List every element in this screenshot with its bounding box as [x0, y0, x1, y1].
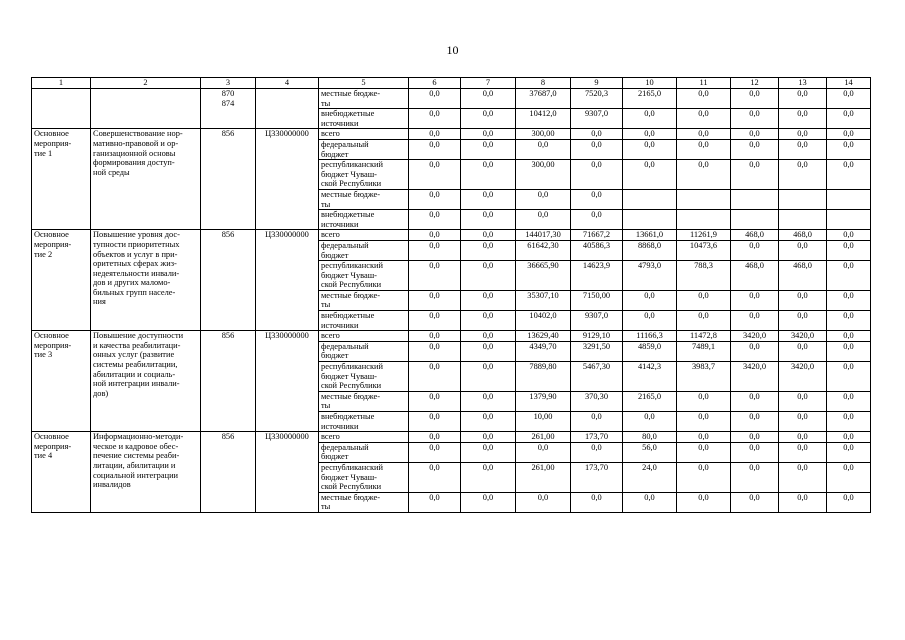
value-cell: 0,0	[461, 492, 516, 512]
value-cell: 0,0	[461, 311, 516, 331]
value-cell: 0,0	[677, 492, 731, 512]
kcsr-code-cell: Ц330000000	[256, 331, 319, 432]
value-cell: 0,0	[677, 89, 731, 109]
value-cell: 71667,2	[571, 230, 623, 241]
value-cell: 10412,0	[516, 109, 571, 129]
column-header: 14	[827, 78, 871, 89]
value-cell: 0,0	[623, 412, 677, 432]
value-cell: 0,0	[731, 341, 779, 361]
value-cell: 0,0	[779, 412, 827, 432]
value-cell	[779, 210, 827, 230]
value-cell: 0,0	[409, 362, 461, 392]
funding-source-cell: федеральный бюджет	[319, 442, 409, 462]
kcsr-code-cell: Ц330000000	[256, 230, 319, 331]
value-cell: 0,0	[461, 462, 516, 492]
value-cell: 0,0	[623, 109, 677, 129]
value-cell: 0,0	[571, 129, 623, 140]
value-cell: 0,0	[779, 89, 827, 109]
value-cell: 0,0	[461, 261, 516, 291]
value-cell: 0,0	[623, 160, 677, 190]
value-cell: 0,0	[461, 160, 516, 190]
value-cell: 0,0	[409, 311, 461, 331]
column-header: 1	[32, 78, 91, 89]
value-cell: 0,0	[571, 412, 623, 432]
value-cell: 0,0	[677, 109, 731, 129]
budget-table	[31, 77, 871, 513]
value-cell: 0,0	[571, 492, 623, 512]
value-cell: 0,0	[461, 109, 516, 129]
value-cell: 0,0	[827, 492, 871, 512]
value-cell: 0,0	[827, 240, 871, 260]
value-cell: 11261,9	[677, 230, 731, 241]
value-cell: 0,0	[731, 432, 779, 443]
value-cell: 0,0	[409, 160, 461, 190]
value-cell: 0,0	[409, 290, 461, 310]
value-cell: 0,0	[623, 129, 677, 140]
funding-source-cell: местные бюдже- ты	[319, 189, 409, 209]
page-number: 10	[446, 43, 459, 57]
value-cell: 0,0	[731, 109, 779, 129]
value-cell: 788,3	[677, 261, 731, 291]
funding-source-cell: республиканский бюджет Чуваш- ской Республики	[319, 160, 409, 190]
value-cell: 24,0	[623, 462, 677, 492]
value-cell	[677, 189, 731, 209]
column-header: 8	[516, 78, 571, 89]
value-cell: 10473,6	[677, 240, 731, 260]
value-cell: 0,0	[409, 230, 461, 241]
table-row	[32, 230, 871, 241]
value-cell: 2165,0	[623, 89, 677, 109]
value-cell: 0,0	[779, 311, 827, 331]
value-cell: 0,0	[677, 311, 731, 331]
value-cell: 0,0	[677, 412, 731, 432]
funding-source-cell: всего	[319, 432, 409, 443]
value-cell: 0,0	[779, 129, 827, 140]
value-cell: 0,0	[461, 412, 516, 432]
value-cell: 13629,40	[516, 331, 571, 342]
value-cell: 8868,0	[623, 240, 677, 260]
value-cell: 10402,0	[516, 311, 571, 331]
value-cell: 0,0	[827, 432, 871, 443]
value-cell: 0,0	[461, 210, 516, 230]
value-cell: 13661,0	[623, 230, 677, 241]
value-cell: 0,0	[827, 261, 871, 291]
value-cell: 0,0	[731, 442, 779, 462]
value-cell: 0,0	[571, 189, 623, 209]
value-cell: 0,0	[827, 109, 871, 129]
table-body	[32, 89, 871, 513]
kcsr-code-cell	[256, 89, 319, 129]
value-cell: 40586,3	[571, 240, 623, 260]
funding-source-cell: федеральный бюджет	[319, 139, 409, 159]
value-cell: 7489,1	[677, 341, 731, 361]
value-cell: 0,0	[677, 462, 731, 492]
kcsr-code-cell: Ц330000000	[256, 432, 319, 513]
funding-source-cell: всего	[319, 230, 409, 241]
column-header: 10	[623, 78, 677, 89]
value-cell: 11472,8	[677, 331, 731, 342]
column-header: 4	[256, 78, 319, 89]
funding-source-cell: внебюджетные источники	[319, 109, 409, 129]
value-cell: 0,0	[461, 139, 516, 159]
measure-name-cell: Основное мероприя- тие 4	[32, 432, 91, 513]
value-cell: 300,00	[516, 160, 571, 190]
funding-source-cell: республиканский бюджет Чуваш- ской Республики	[319, 261, 409, 291]
column-number-row	[32, 78, 871, 89]
measure-name-cell: Основное мероприя- тие 3	[32, 331, 91, 432]
value-cell: 0,0	[461, 432, 516, 443]
value-cell: 14623,9	[571, 261, 623, 291]
value-cell: 3420,0	[779, 362, 827, 392]
value-cell: 0,0	[623, 139, 677, 159]
table-row	[32, 129, 871, 140]
column-header: 7	[461, 78, 516, 89]
value-cell: 0,0	[827, 362, 871, 392]
value-cell: 0,0	[516, 210, 571, 230]
value-cell: 0,0	[409, 492, 461, 512]
value-cell: 0,0	[779, 160, 827, 190]
value-cell: 80,0	[623, 432, 677, 443]
value-cell: 0,0	[731, 139, 779, 159]
value-cell: 0,0	[827, 290, 871, 310]
value-cell: 3291,50	[571, 341, 623, 361]
value-cell: 0,0	[409, 139, 461, 159]
value-cell: 0,0	[827, 462, 871, 492]
value-cell: 0,0	[409, 412, 461, 432]
grbs-code-cell: 856	[201, 331, 256, 432]
grbs-code-cell: 856	[201, 230, 256, 331]
value-cell: 0,0	[779, 442, 827, 462]
value-cell: 0,0	[409, 240, 461, 260]
value-cell: 0,0	[409, 432, 461, 443]
value-cell: 0,0	[779, 462, 827, 492]
value-cell: 0,0	[409, 189, 461, 209]
value-cell: 0,0	[461, 290, 516, 310]
value-cell: 468,0	[779, 261, 827, 291]
value-cell: 0,0	[409, 261, 461, 291]
value-cell: 0,0	[623, 492, 677, 512]
value-cell: 0,0	[516, 189, 571, 209]
value-cell: 0,0	[731, 311, 779, 331]
value-cell: 0,0	[461, 189, 516, 209]
value-cell: 1379,90	[516, 391, 571, 411]
value-cell: 261,00	[516, 432, 571, 443]
value-cell: 0,0	[409, 341, 461, 361]
value-cell: 3420,0	[731, 362, 779, 392]
value-cell: 261,00	[516, 462, 571, 492]
value-cell: 0,0	[677, 160, 731, 190]
measure-desc-cell: Совершенствование нор- мативно-правовой и ор- ганизационной основы формирования доступ- ной среды	[91, 129, 201, 230]
value-cell: 4142,3	[623, 362, 677, 392]
value-cell: 9307,0	[571, 109, 623, 129]
column-header: 3	[201, 78, 256, 89]
value-cell: 0,0	[461, 442, 516, 462]
value-cell: 0,0	[677, 391, 731, 411]
value-cell: 36665,90	[516, 261, 571, 291]
measure-desc-cell	[91, 89, 201, 129]
value-cell: 0,0	[731, 391, 779, 411]
value-cell: 0,0	[779, 432, 827, 443]
value-cell: 468,0	[731, 230, 779, 241]
value-cell	[779, 189, 827, 209]
value-cell: 4349,70	[516, 341, 571, 361]
value-cell: 11166,3	[623, 331, 677, 342]
value-cell: 0,0	[409, 462, 461, 492]
value-cell	[623, 210, 677, 230]
value-cell	[623, 189, 677, 209]
value-cell: 173,70	[571, 432, 623, 443]
value-cell: 0,0	[779, 341, 827, 361]
value-cell: 9129,10	[571, 331, 623, 342]
measure-name-cell	[32, 89, 91, 129]
measure-name-cell: Основное мероприя- тие 2	[32, 230, 91, 331]
column-header: 2	[91, 78, 201, 89]
value-cell: 4793,0	[623, 261, 677, 291]
value-cell	[731, 210, 779, 230]
value-cell: 0,0	[623, 311, 677, 331]
value-cell: 7889,80	[516, 362, 571, 392]
value-cell: 0,0	[677, 290, 731, 310]
value-cell: 0,0	[731, 412, 779, 432]
funding-source-cell: местные бюдже- ты	[319, 89, 409, 109]
value-cell: 0,0	[571, 160, 623, 190]
value-cell	[827, 210, 871, 230]
funding-source-cell: внебюджетные источники	[319, 210, 409, 230]
funding-source-cell: внебюджетные источники	[319, 412, 409, 432]
value-cell: 370,30	[571, 391, 623, 411]
value-cell: 0,0	[516, 442, 571, 462]
value-cell: 0,0	[779, 139, 827, 159]
value-cell: 0,0	[516, 492, 571, 512]
value-cell: 0,0	[571, 210, 623, 230]
funding-source-cell: республиканский бюджет Чуваш- ской Республики	[319, 462, 409, 492]
funding-source-cell: внебюджетные источники	[319, 311, 409, 331]
value-cell: 0,0	[516, 139, 571, 159]
funding-source-cell: всего	[319, 331, 409, 342]
funding-source-cell: федеральный бюджет	[319, 240, 409, 260]
value-cell: 0,0	[461, 230, 516, 241]
value-cell: 0,0	[779, 492, 827, 512]
value-cell: 3983,7	[677, 362, 731, 392]
column-header: 13	[779, 78, 827, 89]
value-cell: 0,0	[461, 240, 516, 260]
value-cell: 0,0	[779, 240, 827, 260]
value-cell: 0,0	[461, 331, 516, 342]
value-cell: 0,0	[409, 442, 461, 462]
value-cell: 0,0	[731, 89, 779, 109]
value-cell: 0,0	[827, 311, 871, 331]
value-cell: 0,0	[623, 290, 677, 310]
value-cell: 0,0	[731, 290, 779, 310]
value-cell: 3420,0	[731, 331, 779, 342]
table-row	[32, 432, 871, 443]
value-cell: 0,0	[827, 89, 871, 109]
funding-source-cell: всего	[319, 129, 409, 140]
grbs-code-cell: 870 874	[201, 89, 256, 129]
value-cell: 300,00	[516, 129, 571, 140]
grbs-code-cell: 856	[201, 129, 256, 230]
value-cell: 7150,00	[571, 290, 623, 310]
value-cell: 3420,0	[779, 331, 827, 342]
value-cell: 0,0	[461, 89, 516, 109]
column-header: 9	[571, 78, 623, 89]
value-cell: 0,0	[731, 492, 779, 512]
funding-source-cell: федеральный бюджет	[319, 341, 409, 361]
value-cell: 0,0	[409, 391, 461, 411]
value-cell: 0,0	[731, 129, 779, 140]
value-cell: 7520,3	[571, 89, 623, 109]
value-cell: 0,0	[827, 341, 871, 361]
value-cell: 0,0	[409, 331, 461, 342]
measure-name-cell: Основное мероприя- тие 1	[32, 129, 91, 230]
value-cell: 0,0	[779, 391, 827, 411]
value-cell: 0,0	[461, 341, 516, 361]
value-cell: 0,0	[461, 129, 516, 140]
value-cell: 468,0	[779, 230, 827, 241]
kcsr-code-cell: Ц330000000	[256, 129, 319, 230]
value-cell: 0,0	[677, 139, 731, 159]
value-cell: 0,0	[677, 432, 731, 443]
value-cell: 0,0	[827, 230, 871, 241]
column-header: 6	[409, 78, 461, 89]
value-cell: 0,0	[827, 442, 871, 462]
value-cell	[677, 210, 731, 230]
value-cell	[731, 189, 779, 209]
value-cell: 0,0	[779, 109, 827, 129]
value-cell: 10,00	[516, 412, 571, 432]
value-cell: 0,0	[827, 160, 871, 190]
value-cell: 37687,0	[516, 89, 571, 109]
value-cell: 0,0	[827, 129, 871, 140]
value-cell: 9307,0	[571, 311, 623, 331]
value-cell: 0,0	[571, 139, 623, 159]
table-row	[32, 89, 871, 109]
value-cell: 144017,30	[516, 230, 571, 241]
value-cell: 0,0	[677, 442, 731, 462]
value-cell: 0,0	[827, 331, 871, 342]
value-cell: 0,0	[461, 391, 516, 411]
value-cell: 0,0	[779, 290, 827, 310]
measure-desc-cell: Повышение доступности и качества реабилитаци- онных услуг (развитие системы реабилитации, абилитации и социаль- ной интеграции инвали- дов)	[91, 331, 201, 432]
value-cell: 0,0	[571, 442, 623, 462]
value-cell: 0,0	[409, 89, 461, 109]
value-cell: 0,0	[409, 129, 461, 140]
funding-source-cell: местные бюдже- ты	[319, 391, 409, 411]
value-cell: 0,0	[827, 412, 871, 432]
value-cell: 4859,0	[623, 341, 677, 361]
column-header: 12	[731, 78, 779, 89]
value-cell	[827, 189, 871, 209]
value-cell: 0,0	[827, 391, 871, 411]
value-cell: 0,0	[409, 109, 461, 129]
value-cell: 0,0	[461, 362, 516, 392]
value-cell: 468,0	[731, 261, 779, 291]
grbs-code-cell: 856	[201, 432, 256, 513]
funding-source-cell: местные бюдже- ты	[319, 290, 409, 310]
measure-desc-cell: Повышение уровня дос- тупности приоритетных объектов и услуг в при- оритетных сферах жиз- недеятельности инвали- дов и других маломо- бильных групп населе- ния	[91, 230, 201, 331]
measure-desc-cell: Информационно-методи- ческое и кадровое обес- печение системы реаби- литации, абилитации и социальной интеграции инвалидов	[91, 432, 201, 513]
value-cell: 56,0	[623, 442, 677, 462]
funding-source-cell: республиканский бюджет Чуваш- ской Республики	[319, 362, 409, 392]
funding-source-cell: местные бюдже- ты	[319, 492, 409, 512]
value-cell: 35307,10	[516, 290, 571, 310]
column-header: 11	[677, 78, 731, 89]
value-cell: 0,0	[731, 240, 779, 260]
value-cell: 0,0	[731, 462, 779, 492]
value-cell: 61642,30	[516, 240, 571, 260]
table-row	[32, 331, 871, 342]
value-cell: 0,0	[409, 210, 461, 230]
value-cell: 173,70	[571, 462, 623, 492]
value-cell: 5467,30	[571, 362, 623, 392]
value-cell: 0,0	[827, 139, 871, 159]
value-cell: 0,0	[731, 160, 779, 190]
value-cell: 2165,0	[623, 391, 677, 411]
column-header: 5	[319, 78, 409, 89]
value-cell: 0,0	[677, 129, 731, 140]
